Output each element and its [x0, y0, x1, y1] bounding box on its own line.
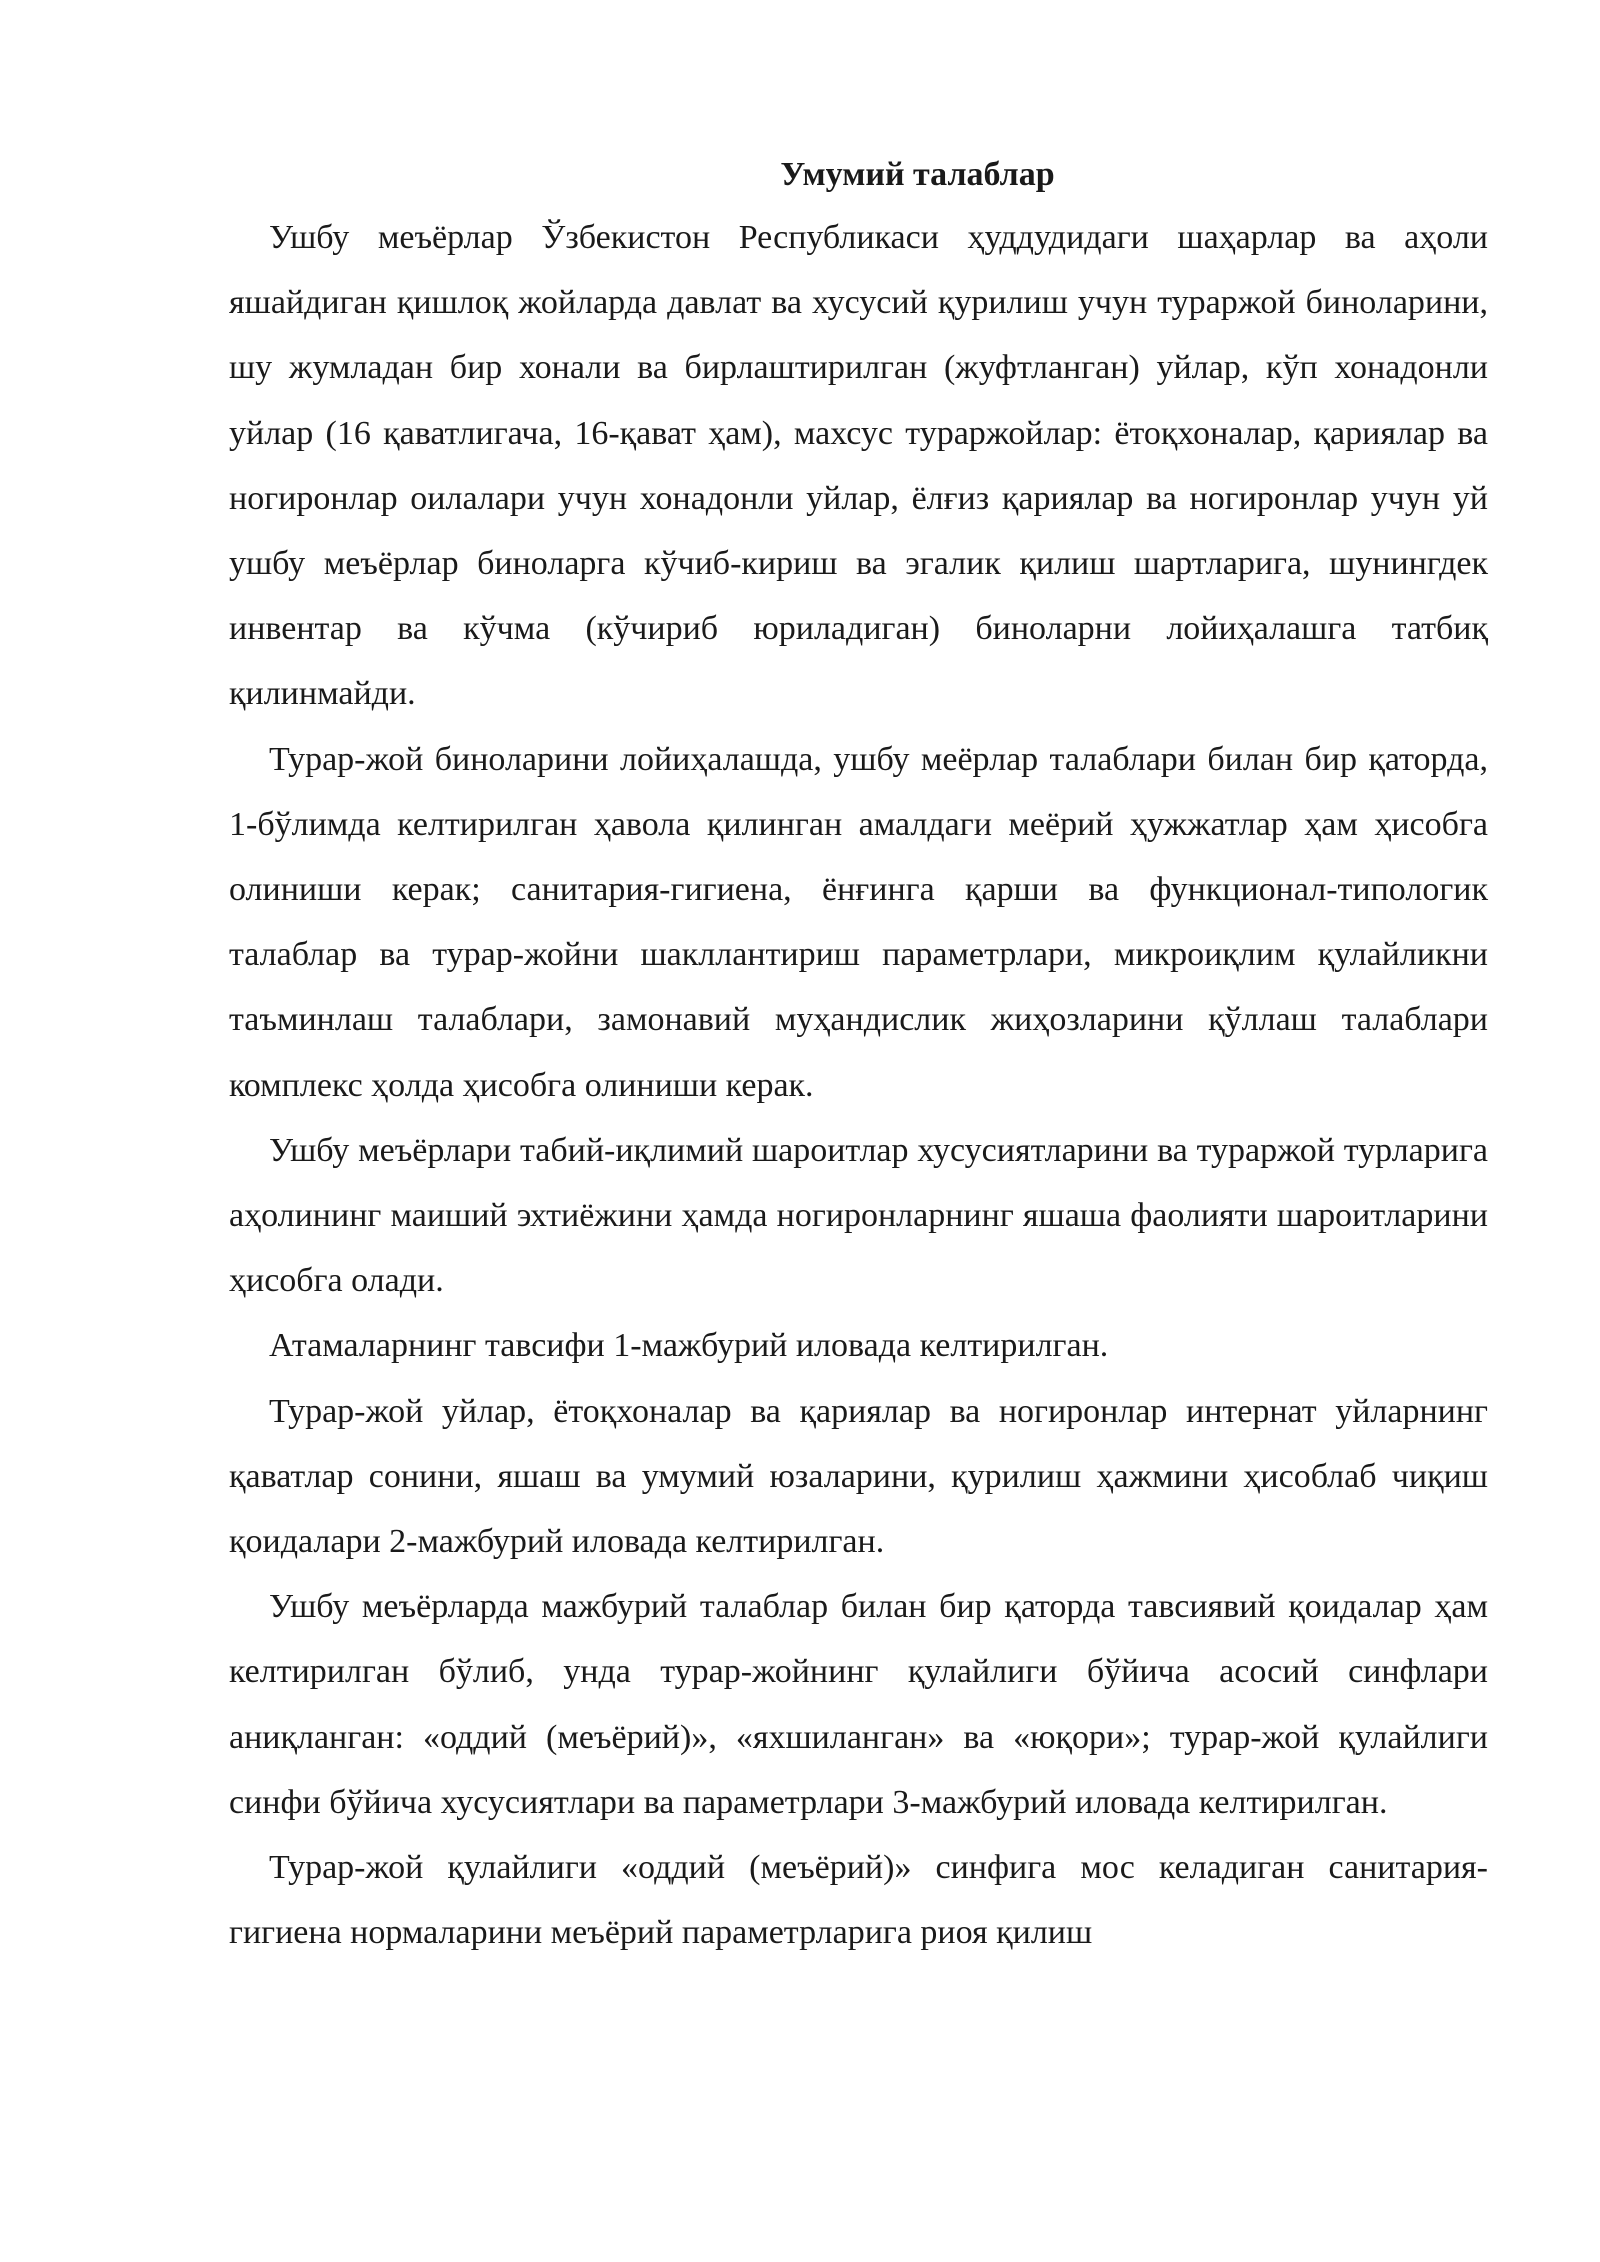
paragraph-terms-annex: Атамаларнинг тавсифи 1-мажбурий иловада келтирилган.	[269, 1327, 1109, 1365]
paragraph-calculation-rules: Турар-жой уйлар, ётоқхоналар ва қариялар ва ногиронлар интернат уйларнинг қаватлар сонини, яшаш ва умумий юзаларини, қурилиш ҳажмини ҳисоблаб чиқиш қоидалари 2-мажбурий иловада келтирилган.	[229, 1392, 1488, 1561]
paragraph-sanitary-norms: Турар-жой қулайлиги «оддий (меъёрий)» синфига мос келадиган санитария-гигиена нормаларини меъёрий параметрларига риоя қилиш	[229, 1849, 1488, 1952]
paragraph-scope: Ушбу меъёрлар Ўзбекистон Республикаси ҳуддудидаги шаҳарлар ва аҳоли яшайдиган қишлоқ жойларда давлат ва хусусий қурилиш учун тураржой биноларини, шу жумладан бир хонали ва бирлаштирилган (жуфтланган) уйлар, кўп хонадонли уйлар (16 қаватлигача, 16-қават ҳам), махсус тураржойлар: ётоқхоналар, қариялар ва ногиронлар оилалари учун хонадонли уйлар, ёлғиз қариялар ва ногиронлар учун уй ушбу меъёрлар биноларга кўчиб-кириш ва эгалик қилиш шартларига, шунингдек инвентар ва кўчма (кўчириб юриладиган) биноларни лойиҳалашга татбиқ қилинмайди.	[229, 219, 1488, 713]
document-body	[229, 148, 1488, 1965]
paragraph-climate-conditions: Ушбу меъёрлари табий-иқлимий шароитлар хусусиятларини ва тураржой турларига аҳолининг маиший эхтиёжини ҳамда ногиронларнинг яшаша фаолияти шароитларини ҳисобга олади.	[229, 1131, 1488, 1300]
paragraph-design-requirements: Турар-жой биноларини лойиҳалашда, ушбу меёрлар талаблари билан бир қаторда, 1-бўлимда келтирилган ҳавола қилинган амалдаги меёрий ҳужжатлар ҳам ҳисобга олиниши керак; санитария-гигиена, ёнғинга қарши ва функционал-типологик талаблар ва турар-жойни шакллантириш параметрлари, микроиқлим қулайликни таъминлаш талаблари, замонавий муҳандислик жиҳозларини қўллаш талаблари комплекс ҳолда ҳисобга олиниши керак.	[229, 740, 1488, 1104]
document-title: Умумий талаблар	[780, 156, 1055, 193]
paragraph-comfort-classes: Ушбу меъёрларда мажбурий талаблар билан бир қаторда тавсиявий қоидалар ҳам келтирилган бўлиб, унда турар-жойнинг қулайлиги бўйича асосий синфлари аниқланган: «оддий (меъёрий)», «яхшиланган» ва «юқори»; турар-жой қулайлиги синфи бўйича хусусиятлари ва параметрлари 3-мажбурий иловада келтирилган.	[229, 1588, 1488, 1821]
